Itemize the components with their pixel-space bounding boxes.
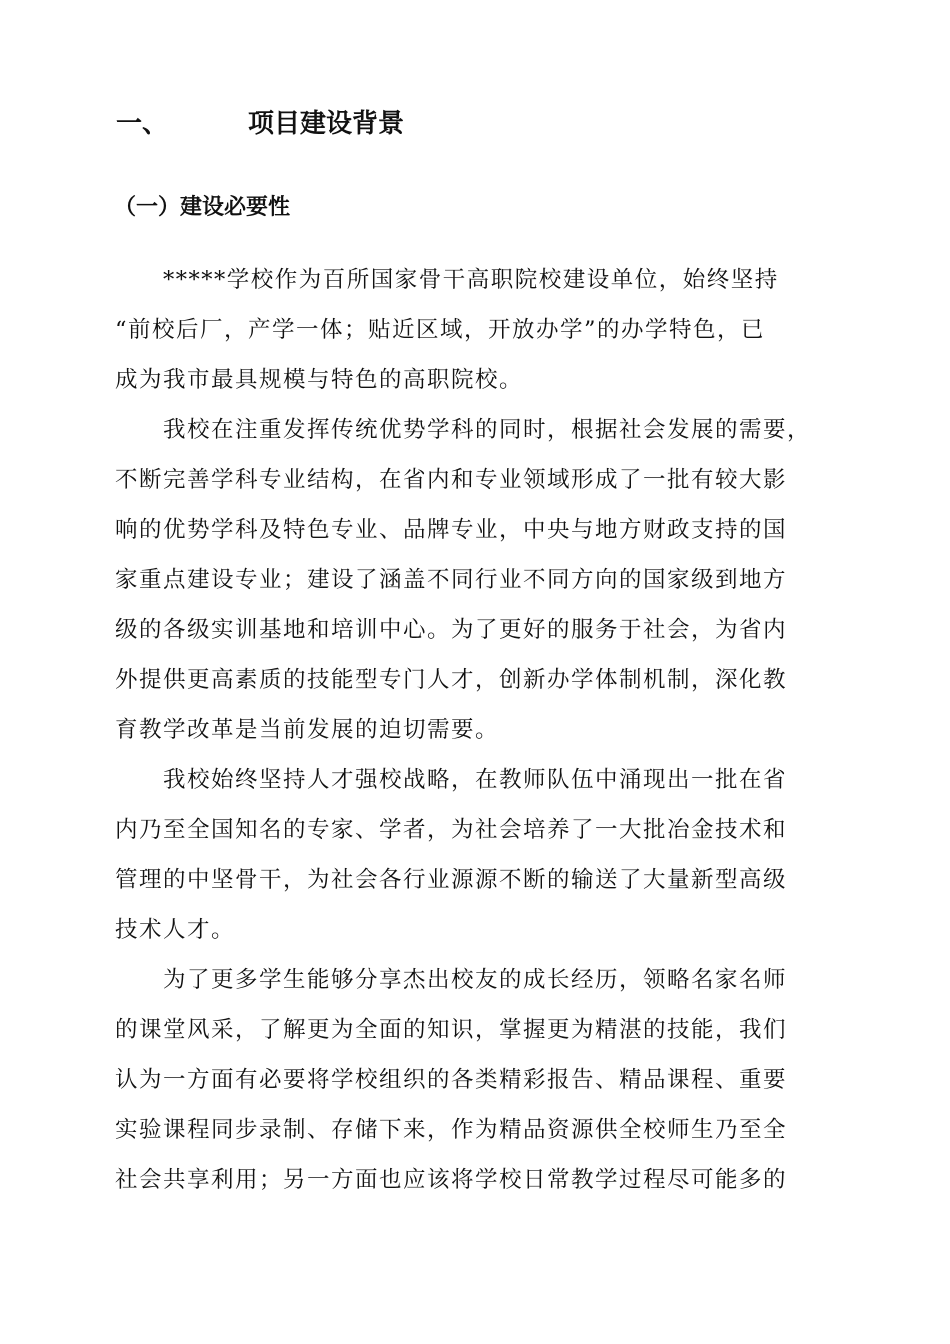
text-line: 我校始终坚持人才强校战略，在教师队伍中涌现出一批在省: [163, 767, 788, 793]
text-line: “前校后厂，产学一体；贴近区域，开放办学”的办学特色，已: [115, 317, 766, 343]
text-line: 为了更多学生能够分享杰出校友的成长经历，领略名家名师: [163, 967, 788, 993]
section-title: 项目建设背景: [248, 109, 405, 139]
text-line: 响的优势学科及特色专业、品牌专业，中央与地方财政支持的国: [115, 517, 788, 543]
text-line: 育教学改革是当前发展的迫切需要。: [115, 717, 500, 743]
text-line: 社会共享利用；另一方面也应该将学校日常教学过程尽可能多的: [115, 1167, 788, 1193]
text-line: 外提供更高素质的技能型专门人才，创新办学体制机制，深化教: [115, 667, 788, 693]
subsection-heading: （一）建设必要性: [114, 195, 291, 220]
text-line: 家重点建设专业；建设了涵盖不同行业不同方向的国家级到地方: [115, 567, 788, 593]
text-line: 的课堂风采，了解更为全面的知识，掌握更为精湛的技能，我们: [115, 1017, 788, 1043]
text-line: 内乃至全国知名的专家、学者，为社会培养了一大批冶金技术和: [115, 817, 788, 843]
section-heading: [116, 104, 404, 144]
text-line: 认为一方面有必要将学校组织的各类精彩报告、精品课程、重要: [115, 1067, 788, 1093]
paragraph: [115, 755, 831, 955]
text-line: 成为我市最具规模与特色的高职院校。: [115, 367, 524, 393]
paragraph: [115, 955, 831, 1205]
paragraph: [115, 405, 831, 755]
paragraph: [115, 255, 831, 405]
text-line: 管理的中坚骨干，为社会各行业源源不断的输送了大量新型高级: [115, 867, 788, 893]
text-line: 不断完善学科专业结构，在省内和专业领域形成了一批有较大影: [115, 467, 788, 493]
text-line: 级的各级实训基地和培训中心。为了更好的服务于社会，为省内: [115, 617, 788, 643]
section-number: 一、: [116, 109, 169, 139]
body-text: [115, 255, 831, 1205]
text-line: *****学校作为百所国家骨干高职院校建设单位，始终坚持: [163, 267, 779, 293]
text-line: 我校在注重发挥传统优势学科的同时，根据社会发展的需要，: [163, 417, 812, 443]
text-line: 实验课程同步录制、存储下来，作为精品资源供全校师生乃至全: [115, 1117, 788, 1143]
text-line: 技术人才。: [115, 917, 236, 943]
